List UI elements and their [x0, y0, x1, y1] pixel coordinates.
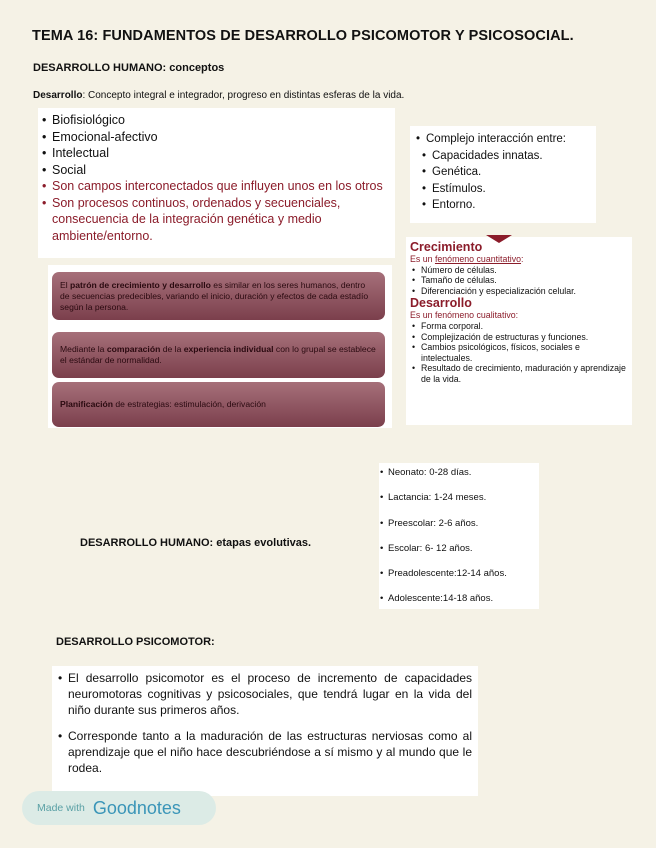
psychomotor-box: [52, 666, 478, 796]
growth-item: • Tamaño de células.: [410, 275, 632, 286]
stage-item: • Adolescente:14-18 años.: [379, 589, 539, 614]
goodnotes-logo: Goodnotes: [92, 797, 181, 818]
aspects-box: [38, 108, 395, 258]
stages-box: [379, 463, 539, 609]
aspect-item: • Intelectual: [40, 145, 395, 162]
aspect-item: • Emocional-afectivo: [40, 129, 395, 146]
development-title: Desarrollo: [410, 296, 472, 311]
stage-item: • Preescolar: 2-6 años.: [379, 514, 539, 539]
growth-item: • Número de células.: [410, 265, 632, 276]
badge-made-with: Made with: [37, 802, 85, 814]
page-title: TEMA 16: FUNDAMENTOS DE DESARROLLO PSICOMOTOR Y PSICOSOCIAL.: [32, 28, 574, 44]
development-subtitle: Es un fenómeno cualitativo:: [410, 310, 519, 321]
growth-title: Crecimiento: [410, 240, 483, 254]
stage-item: • Preadolescente:12-14 años.: [379, 564, 539, 589]
section-heading-concepts: DESARROLLO HUMANO: conceptos: [33, 62, 225, 74]
development-item: • Cambios psicológicos, físicos, sociales e intelectuales.: [410, 342, 632, 363]
section-heading-stages: DESARROLLO HUMANO: etapas evolutivas.: [80, 537, 312, 549]
aspect-item: • Biofisiológico: [40, 112, 395, 129]
growth-subtitle: Es un fenómeno cuantitativo:: [410, 254, 524, 264]
growth-development-box: [406, 237, 632, 425]
stage-item: • Escolar: 6- 12 años.: [379, 539, 539, 564]
definition: [33, 90, 404, 101]
stage-item: • Neonato: 0-28 días.: [379, 463, 539, 488]
psychomotor-paragraph: • Corresponde tanto a la maduración de las estructuras nerviosas como al aprendizaje que el niño hace descubriéndose a sí mismo y al mundo que le rodea.: [56, 728, 472, 776]
interaction-item: • Estímulos.: [420, 181, 596, 198]
development-item: • Resultado de crecimiento, maduración y aprendizaje de la vida.: [410, 363, 632, 384]
development-item: • Forma corporal.: [410, 321, 632, 332]
pattern-pill: El patrón de crecimiento y desarrollo es similar en los seres humanos, dentro de secuencias predecibles, variando el inicio, duración y efectos de cada estadío según la persona.: [52, 272, 385, 320]
goodnotes-badge[interactable]: [22, 791, 216, 825]
definition-term: Desarrollo: [33, 90, 83, 101]
interaction-title: • Complejo interacción entre:: [414, 131, 596, 148]
aspect-note: • Son procesos continuos, ordenados y secuenciales, consecuencia de la integración genética y medio ambiente/entorno.: [40, 195, 395, 245]
interaction-item: • Entorno.: [420, 197, 596, 214]
planning-pill: Planificación de estrategias: estimulación, derivación: [52, 382, 385, 427]
comparison-pill: Mediante la comparación de la experiencia individual con lo grupal se establece el estándar de normalidad.: [52, 332, 385, 378]
aspect-item: • Social: [40, 162, 395, 179]
interaction-item: • Genética.: [420, 164, 596, 181]
stage-item: • Lactancia: 1-24 meses.: [379, 488, 539, 513]
aspect-note: • Son campos interconectados que influyen unos en los otros: [40, 178, 395, 195]
pattern-panel: [48, 265, 392, 428]
interaction-item: • Capacidades innatas.: [420, 148, 596, 165]
interaction-box: [410, 126, 596, 223]
development-item: • Complejización de estructuras y funciones.: [410, 332, 632, 343]
definition-text: : Concepto integral e integrador, progreso en distintas esferas de la vida.: [82, 90, 405, 101]
section-heading-psychomotor: DESARROLLO PSICOMOTOR:: [56, 636, 215, 648]
psychomotor-paragraph: • El desarrollo psicomotor es el proceso de incremento de capacidades neuromotoras cognitivas y psicosociales, que tendrá lugar en la vida del niño durante sus primeros años.: [56, 670, 472, 718]
triangle-marker-icon: [486, 235, 512, 243]
growth-item: • Diferenciación y especialización celular.: [410, 286, 632, 297]
